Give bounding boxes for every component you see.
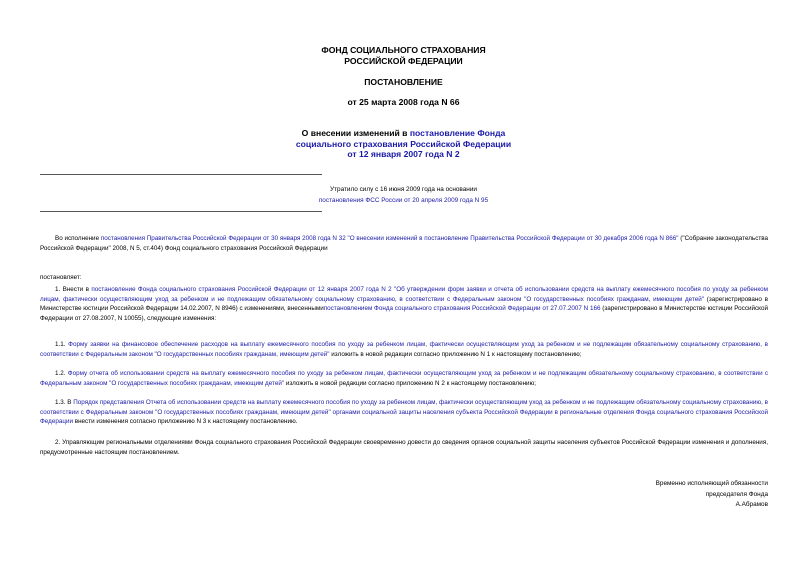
item-1-3-link-procedure[interactable]: Порядок представления Отчета об использовании средств на выплату ежемесячного пособия по уходу за ребенком лицам, фактически осуществляющим уход за ребенком и не подлежащим обязательному социальному страхованию, в соответствии с Федеральным законом "О государственных пособиях гражданам, имеющим детей" органами социальной защиты населения субъекта Российской Федерации в региональные отделения Фонда социального страхования Российской Федерации [40,399,768,426]
preamble-paragraph [40,234,768,253]
item-1-2-paragraph [40,369,768,388]
item-1-link-resolution-166[interactable]: постановлением Фонда социального страхования Российской Федерации от 27.07.2007 N 166 [323,305,601,313]
item-1-2-rest: изложить в новой редакции согласно приложению N 2 к настоящему постановлению; [285,379,537,387]
item-1-1-link-form[interactable]: Форму заявки на финансовое обеспечение расходов на выплату ежемесячного пособия по уходу за ребенком лицам, фактически осуществляющим уход за ребенком и не подлежащим обязательному социальному страхованию, в соответствии с Федеральным законом "О государственных пособиях гражданам, имеющим детей" [40,341,769,358]
signature-name: А.Абрамов [735,501,768,508]
signature-title-line1: Временно исполняющий обязанности [655,480,768,487]
item-1-number: 1. Внести в [55,286,90,293]
item-1-1-paragraph [40,340,768,359]
preamble-rest: ("Собрание законодательства Российской Федерации" 2008, N 5, ст.404) Фонд социального страхования Российской Федерации [40,235,769,252]
title-link-resolution[interactable]: постановление Фонда [409,128,506,138]
divider-top [40,174,322,175]
item-2-paragraph: 2. Управляющим региональными отделениями Фонда социального страхования Российской Федерации своевременно довести до сведения органов социальной защиты населения субъектов Российской Федерации изменения и дополнения, предусмотренные настоящим постановлением. [40,439,768,456]
title-prefix: О внесении изменений в [301,128,408,138]
item-1-1-rest: изложить в новой редакции согласно приложению N 1 к настоящему постановлению; [331,350,582,358]
document-type: ПОСТАНОВЛЕНИЕ [364,77,443,87]
title-link-line3[interactable]: от 12 января 2007 года N 2 [347,149,460,159]
item-1-rest: (зарегистрировано в Министерстве юстиции Российской Федерации от 27.08.2007, N 10055), следующие изменения: [40,305,769,322]
preamble-intro: Во исполнение [55,235,100,242]
item-1-3-rest: внести изменения согласно приложению N 3 к настоящему постановлению. [74,418,298,426]
resolves-label: постановляет: [40,274,82,281]
status-note-link[interactable]: постановления ФСС России от 20 апреля 2009 года N 95 [318,197,489,204]
org-name-line1: ФОНД СОЦИАЛЬНОГО СТРАХОВАНИЯ [321,45,486,55]
document-title-line1 [0,128,807,139]
divider-bottom [40,211,322,212]
item-1-2-number: 1.2. [55,370,66,377]
item-1-3-paragraph [40,398,768,427]
preamble-link-government-resolution[interactable]: постановления Правительства Российской Федерации от 30 января 2008 года N 32 "О внесении изменений в постановление Правительства Российской Федерации от 30 декабря 2006 года N 866" [100,235,679,242]
item-1-2-link-report-form[interactable]: Форму отчета об использовании средств на выплату ежемесячного пособия по уходу за ребенком лицам, фактически осуществляющим уход за ребенком и не подлежащим обязательному социальному страхованию, в соответствии с Федеральным законом "О государственных пособиях гражданам, имеющим детей" [40,370,768,387]
item-1-3-number: 1.3. В [55,399,72,406]
org-name-line2: РОССИЙСКОЙ ФЕДЕРАЦИИ [344,56,463,66]
item-1-1-number: 1.1. [55,341,66,348]
status-note-text: Утратило силу с 16 июня 2009 года на основании [330,186,477,193]
title-link-line2[interactable]: социального страхования Российской Федерации [295,138,512,149]
item-1-paragraph [40,285,768,323]
document-date: от 25 марта 2008 года N 66 [347,97,460,107]
item-1-link-resolution-2[interactable]: постановление Фонда социального страхования Российской Федерации от 12 января 2007 года N 2 "Об утверждении форм заявки и отчета об использовании средств на выплату ежемесячного пособия по уходу за ребенком лицам, фактически осуществляющим уход за ребенком и не подлежащим обязательному социальному страхованию, в соответствии с Федеральным законом "О государственных пособиях гражданам, имеющим детей" [40,286,768,303]
item-1-mid: (зарегистрировано в Министерстве юстиции Российской Федерации 14.02.2007, N 8946) с изменениями, внесенными [40,295,769,313]
signature-title-line2: председателя Фонда [705,490,768,498]
signature-block [656,479,768,511]
